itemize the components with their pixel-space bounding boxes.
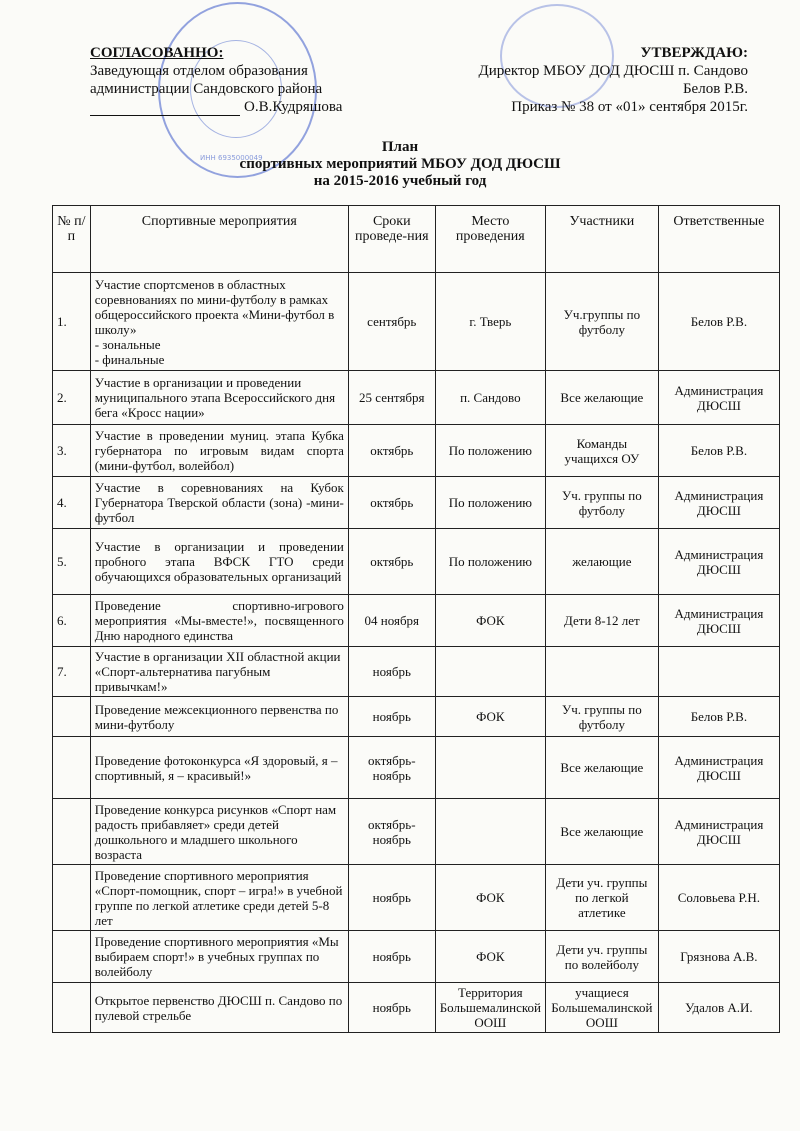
row-date: ноябрь	[348, 647, 435, 697]
row-responsible: Белов Р.В.	[658, 697, 779, 737]
row-date: 04 ноября	[348, 595, 435, 647]
stamp-inn-text: ИНН 6935000049	[200, 154, 263, 162]
row-event: Проведение спортивного мероприятия «Мы выбираем спорт!» в учебных группах по волейболу	[90, 931, 348, 983]
row-event: Участие в организации и проведении пробного этапа ВФСК ГТО среди обучающихся образовательных организаций	[90, 529, 348, 595]
header-participants: Участники	[545, 206, 658, 273]
header-responsible: Ответственные	[658, 206, 779, 273]
row-event: Проведение спортивного мероприятия «Спорт-помощник, спорт – игра!» в учебной группе по легкой атлетике среди детей 5-8 лет	[90, 865, 348, 931]
row-event: Участие в проведении муниц. этапа Кубка губернатора по игровым видам спорта (мини-футбол, волейбол)	[90, 425, 348, 477]
row-place: ФОК	[435, 697, 545, 737]
row-responsible: Грязнова А.В.	[658, 931, 779, 983]
row-date: октябрь	[348, 529, 435, 595]
row-responsible: Администрация ДЮСШ	[658, 477, 779, 529]
row-event: Участие в соревнованиях на Кубок Губернатора Тверской области (зона) -мини-футбол	[90, 477, 348, 529]
events-table	[52, 205, 780, 1033]
row-date: 25 сентября	[348, 371, 435, 425]
table-row	[53, 477, 780, 529]
table-row	[53, 931, 780, 983]
row-place: ФОК	[435, 865, 545, 931]
title-line-3: на 2015-2016 учебный год	[313, 173, 487, 189]
table-row	[53, 737, 780, 799]
approval-block-left	[90, 44, 390, 116]
row-event: Участие спортсменов в областных соревнованиях по мини-футболу в рамках общероссийского проекта «Мини-футбол в школу» - зональные - финальные	[90, 273, 348, 371]
table-row	[53, 529, 780, 595]
row-participants: Уч. группы по футболу	[545, 697, 658, 737]
row-place: г. Тверь	[435, 273, 545, 371]
row-responsible	[658, 647, 779, 697]
row-date: ноябрь	[348, 983, 435, 1033]
row-event: Участие в организации XII областной акции «Спорт-альтернатива пагубным привычкам!»	[90, 647, 348, 697]
row-responsible: Администрация ДЮСШ	[658, 737, 779, 799]
row-participants: Все желающие	[545, 799, 658, 865]
row-event: Проведение спортивно-игрового мероприятия «Мы-вместе!», посвященного Дню народного единства	[90, 595, 348, 647]
row-participants: Уч.группы по футболу	[545, 273, 658, 371]
row-date: октябрь	[348, 425, 435, 477]
row-number: 4.	[53, 477, 91, 529]
approve-line-2: Белов Р.В.	[682, 81, 748, 97]
title-line-1: План	[381, 139, 419, 155]
row-place: По положению	[435, 477, 545, 529]
row-participants: Уч. группы по футболу	[545, 477, 658, 529]
approval-block-right	[418, 44, 748, 116]
row-responsible: Администрация ДЮСШ	[658, 799, 779, 865]
row-event: Проведение межсекционного первенства по мини-футболу	[90, 697, 348, 737]
row-event: Открытое первенство ДЮСШ п. Сандово по пулевой стрельбе	[90, 983, 348, 1033]
row-date: ноябрь	[348, 697, 435, 737]
row-event: Участие в организации и проведении муниципального этапа Всероссийского дня бега «Кросс нации»	[90, 371, 348, 425]
table-row	[53, 697, 780, 737]
table-row	[53, 371, 780, 425]
approve-title: УТВЕРЖДАЮ:	[640, 45, 748, 61]
agreed-title: СОГЛАСОВАННО:	[90, 45, 224, 61]
row-date: ноябрь	[348, 865, 435, 931]
signature-line	[90, 101, 240, 116]
row-participants: Все желающие	[545, 737, 658, 799]
agreed-line-1: Заведующая отделом образования	[90, 63, 308, 79]
table-row	[53, 425, 780, 477]
row-number: 7.	[53, 647, 91, 697]
row-place	[435, 799, 545, 865]
row-participants: Дети уч. группы по легкой атлетике	[545, 865, 658, 931]
title-line-2: спортивных мероприятий МБОУ ДОД ДЮСШ	[239, 156, 561, 172]
agreed-signer-name: О.В.Кудряшова	[244, 99, 343, 115]
row-responsible: Администрация ДЮСШ	[658, 529, 779, 595]
row-number: 3.	[53, 425, 91, 477]
row-responsible: Соловьева Р.Н.	[658, 865, 779, 931]
row-number	[53, 799, 91, 865]
row-number	[53, 983, 91, 1033]
header-num: № п/п	[53, 206, 91, 273]
row-responsible: Администрация ДЮСШ	[658, 595, 779, 647]
approve-line-1: Директор МБОУ ДОД ДЮСШ п. Сандово	[478, 63, 748, 79]
row-place: ФОК	[435, 931, 545, 983]
header-event: Спортивные мероприятия	[90, 206, 348, 273]
row-place: По положению	[435, 529, 545, 595]
row-number	[53, 931, 91, 983]
row-responsible: Белов Р.В.	[658, 273, 779, 371]
row-date: октябрь	[348, 477, 435, 529]
row-date: октябрь-ноябрь	[348, 737, 435, 799]
row-event: Проведение фотоконкурса «Я здоровый, я – спортивный, я – красивый!»	[90, 737, 348, 799]
table-row	[53, 799, 780, 865]
row-place: По положению	[435, 425, 545, 477]
row-number	[53, 697, 91, 737]
table-row	[53, 647, 780, 697]
row-place: ФОК	[435, 595, 545, 647]
row-event: Проведение конкурса рисунков «Спорт нам радость прибавляет» среди детей дошкольного и младшего школьного возраста	[90, 799, 348, 865]
table-row	[53, 595, 780, 647]
table-row	[53, 273, 780, 371]
approve-order: Приказ № 38 от «01» сентября 2015г.	[511, 99, 748, 115]
row-participants	[545, 647, 658, 697]
row-place: п. Сандово	[435, 371, 545, 425]
document-title	[0, 139, 800, 190]
table-row	[53, 983, 780, 1033]
row-participants: учащиеся Большемалинской ООШ	[545, 983, 658, 1033]
row-responsible: Администрация ДЮСШ	[658, 371, 779, 425]
row-number	[53, 737, 91, 799]
table-row	[53, 865, 780, 931]
row-number	[53, 865, 91, 931]
row-responsible: Белов Р.В.	[658, 425, 779, 477]
row-date: сентябрь	[348, 273, 435, 371]
row-participants: желающие	[545, 529, 658, 595]
row-date: ноябрь	[348, 931, 435, 983]
table-header-row	[53, 206, 780, 273]
table-body	[53, 273, 780, 1033]
row-number: 5.	[53, 529, 91, 595]
row-date: октябрь-ноябрь	[348, 799, 435, 865]
header-place: Место проведения	[435, 206, 545, 273]
agreed-signature	[90, 98, 390, 116]
header-date: Сроки проведе-ния	[348, 206, 435, 273]
row-number: 2.	[53, 371, 91, 425]
row-participants: Дети уч. группы по волейболу	[545, 931, 658, 983]
row-number: 1.	[53, 273, 91, 371]
row-place	[435, 647, 545, 697]
row-responsible: Удалов А.И.	[658, 983, 779, 1033]
row-place	[435, 737, 545, 799]
row-participants: Команды учащихся ОУ	[545, 425, 658, 477]
agreed-line-2: администрации Сандовского района	[90, 81, 323, 97]
row-participants: Все желающие	[545, 371, 658, 425]
row-number: 6.	[53, 595, 91, 647]
row-participants: Дети 8-12 лет	[545, 595, 658, 647]
row-place: Территория Большемалинской ООШ	[435, 983, 545, 1033]
